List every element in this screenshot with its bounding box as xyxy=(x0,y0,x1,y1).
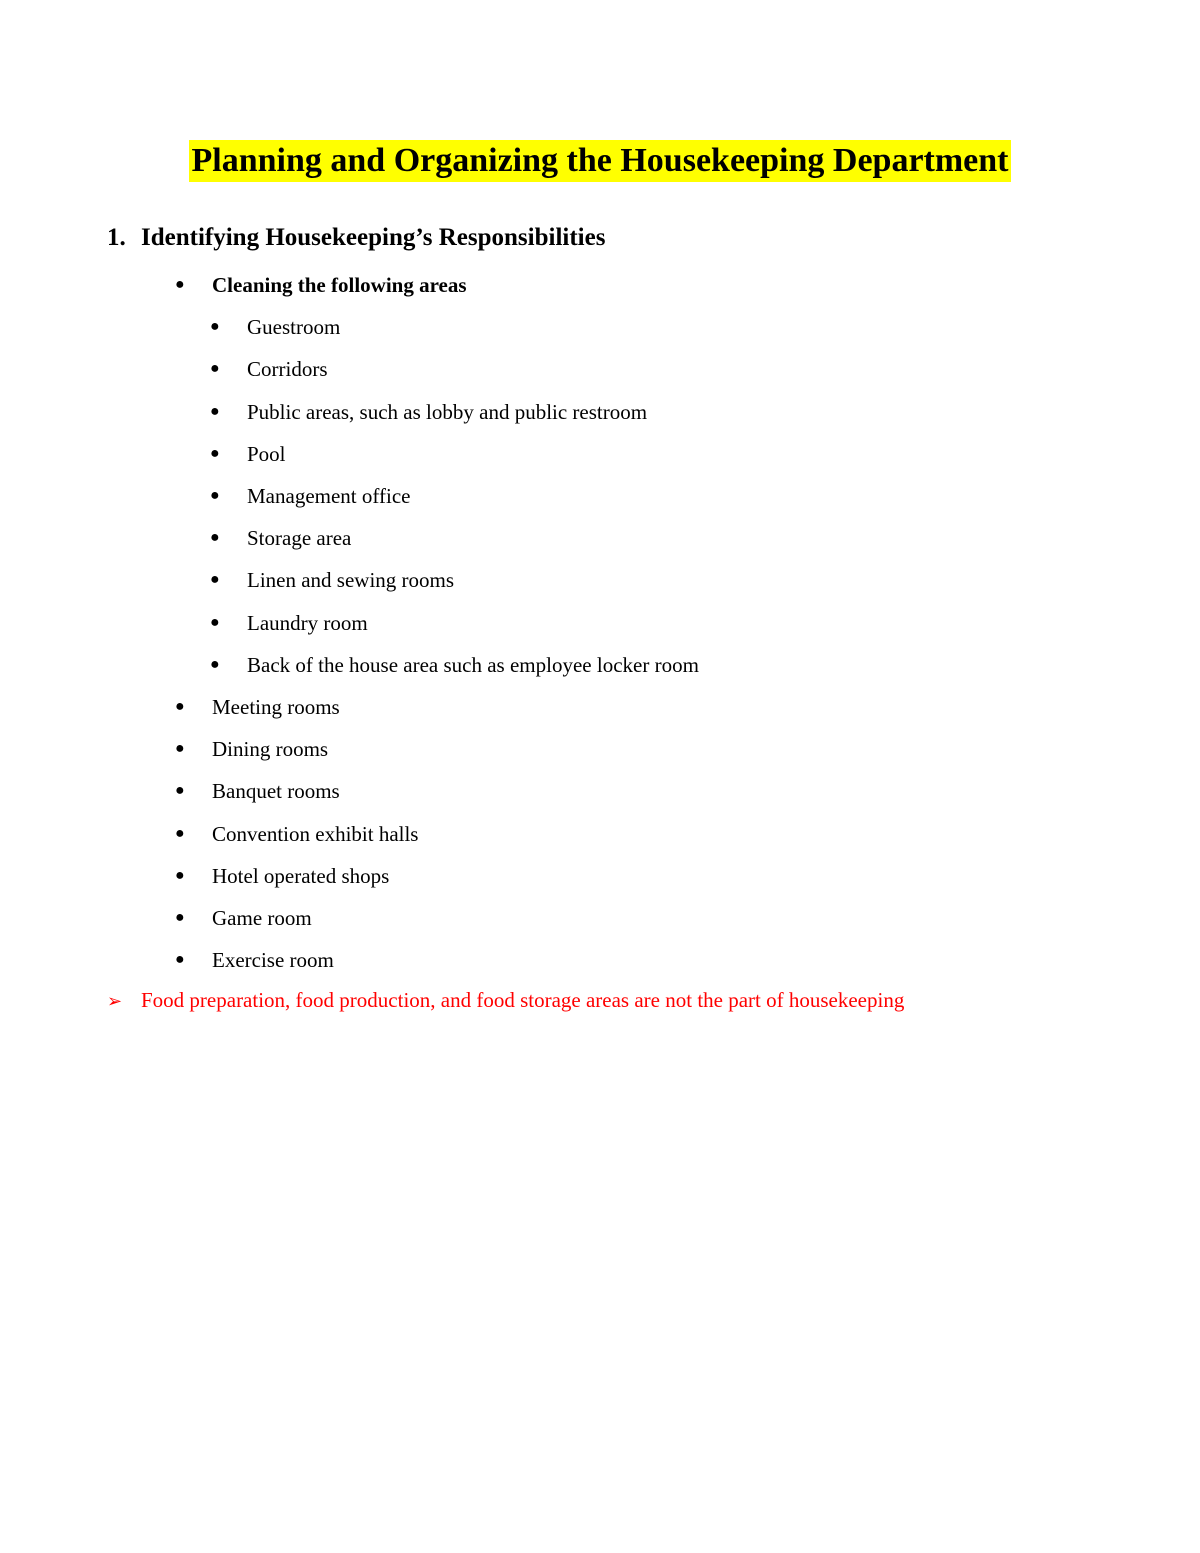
section-heading xyxy=(107,222,605,254)
bullet-icon: ● xyxy=(210,487,220,504)
list-item-text: Cleaning the following areas xyxy=(212,273,467,297)
bullet-icon: ● xyxy=(210,571,220,588)
bullet-icon: ● xyxy=(175,867,185,884)
section-number: 1. xyxy=(107,224,126,251)
bullet-icon: ● xyxy=(210,360,220,377)
list-item-text: Storage area xyxy=(247,526,352,550)
list-item-text: Pool xyxy=(247,442,286,466)
bullet-icon: ● xyxy=(175,740,185,757)
bullet-icon: ● xyxy=(210,529,220,546)
bullet-icon: ● xyxy=(175,698,185,715)
document-title: Planning and Organizing the Housekeeping Department xyxy=(189,140,1010,182)
bullet-icon: ● xyxy=(210,403,220,420)
list-item-text: Guestroom xyxy=(247,315,341,339)
bullet-icon: ● xyxy=(175,276,185,293)
list-item-text: Public areas, such as lobby and public restroom xyxy=(247,400,648,424)
arrow-bullet-icon: ➢ xyxy=(107,991,123,1011)
list-item-text: Corridors xyxy=(247,357,328,381)
list-item-text: Dining rooms xyxy=(212,737,329,761)
bullet-icon: ● xyxy=(175,825,185,842)
list-item-text: Exercise room xyxy=(212,948,334,972)
list-item-text: Hotel operated shops xyxy=(212,864,390,888)
bullet-icon: ● xyxy=(210,318,220,335)
list-item-text: Game room xyxy=(212,906,312,930)
bullet-icon: ● xyxy=(210,614,220,631)
list-item-text: Meeting rooms xyxy=(212,695,340,719)
note-item xyxy=(107,986,904,1015)
list-item-text: Management office xyxy=(247,484,411,508)
note-text: Food preparation, food production, and food storage areas are not the part of housekeeping xyxy=(141,988,905,1012)
section-heading-text: Identifying Housekeeping’s Responsibilities xyxy=(141,224,606,251)
list-item-text: Back of the house area such as employee locker room xyxy=(247,653,699,677)
list-item-text: Linen and sewing rooms xyxy=(247,568,455,592)
list-item-text: Banquet rooms xyxy=(212,779,340,803)
bullet-icon: ● xyxy=(175,951,185,968)
bullet-icon: ● xyxy=(175,782,185,799)
title-container xyxy=(0,140,1200,182)
bullet-icon: ● xyxy=(175,909,185,926)
bullet-icon: ● xyxy=(210,656,220,673)
list-item-text: Laundry room xyxy=(247,611,368,635)
bullet-icon: ● xyxy=(210,445,220,462)
list-item-text: Convention exhibit halls xyxy=(212,822,419,846)
